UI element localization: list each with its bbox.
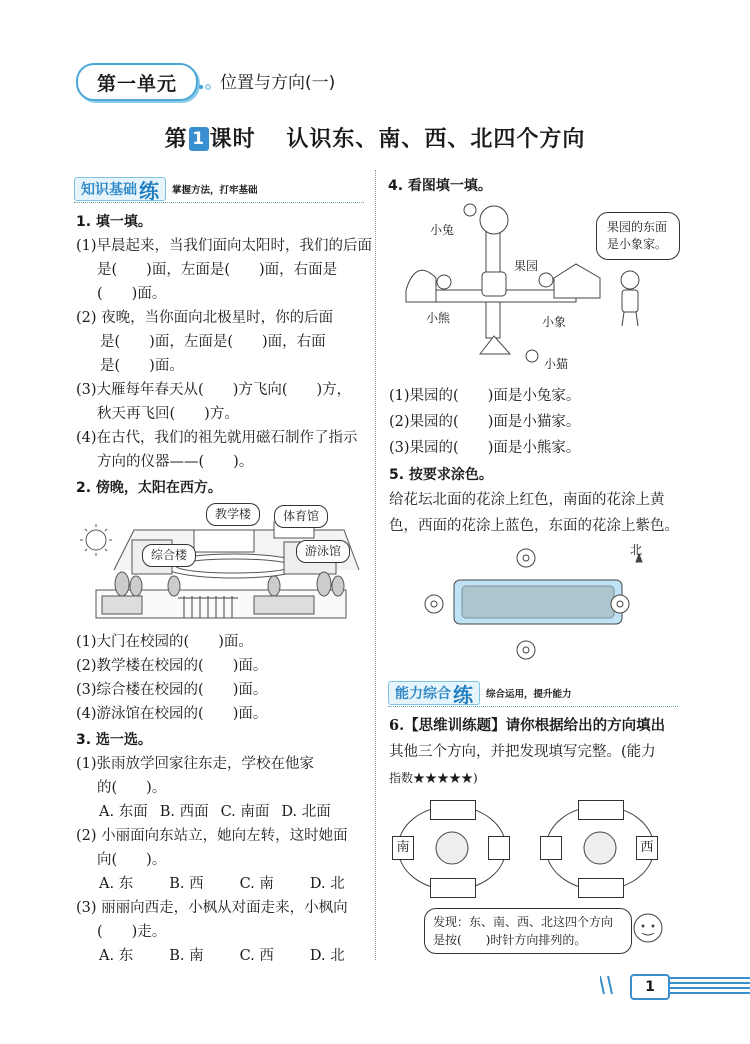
q1-line: 是( )面。 <box>100 358 184 374</box>
section-banner-ability: 能力综合 练 综合运用，提升能力 <box>388 682 572 704</box>
mouse-icon <box>436 832 468 864</box>
option: D. 北面 <box>281 804 331 820</box>
q2-answer-line: (1)大门在校园的( )面。 <box>76 634 253 650</box>
option: C. 西 <box>239 948 274 964</box>
label-natatorium: 游泳馆 <box>296 540 350 563</box>
orchard-tree-icon <box>482 272 506 296</box>
q6-line: 指数★★★★★) <box>389 771 478 785</box>
dots-divider <box>198 76 216 84</box>
lesson-title: 第 1 课时 认识东、南、西、北四个方向 <box>164 127 586 152</box>
option: A. 东面 <box>99 804 148 820</box>
column-divider <box>375 170 376 960</box>
q3-line: ( )走。 <box>97 924 167 940</box>
q1-line: (2) 夜晚，当你面向北极星时，你的后面 <box>76 310 334 326</box>
unit-badge <box>76 63 198 101</box>
option: B. 西面 <box>159 804 209 820</box>
q3-line: (3) 丽丽向西走，小枫从对面走来，小枫向 <box>76 900 348 916</box>
label-rabbit: 小兔 <box>430 223 455 237</box>
compass-loop-right <box>540 796 660 900</box>
speech-bubble: 果园的东面是小象家。 <box>596 212 680 260</box>
direction-box-left-given: 南 <box>392 836 414 860</box>
girl-icon <box>584 832 616 864</box>
direction-box-right[interactable] <box>488 836 510 860</box>
direction-box-right-given: 西 <box>636 836 658 860</box>
q1-line: 是( )面，左面是( )面，右面 <box>100 334 326 350</box>
label-complex-building: 综合楼 <box>142 544 196 567</box>
q1-line: (4)在古代，我们的祖先就用磁石制作了指示 <box>76 430 358 446</box>
flower-east-icon <box>611 595 629 613</box>
q3-options-1 <box>99 802 331 822</box>
boy-icon <box>621 271 639 289</box>
campus-illustration <box>74 500 366 624</box>
mushroom-house-icon <box>480 206 508 234</box>
q1-line: (3)大雁每年春天从( )方飞向( )方， <box>76 382 352 398</box>
direction-box-bottom[interactable] <box>430 878 476 898</box>
pumpkin-house-icon <box>406 270 436 302</box>
q6-line: 其他三个方向，并把发现填写完整。(能力 <box>389 744 656 760</box>
elephant-icon <box>539 273 553 287</box>
banner-underline <box>74 202 364 204</box>
option: A. 东 <box>99 876 134 892</box>
q1-line: 秋天再飞回( )方。 <box>97 406 239 422</box>
flowerbed-figure <box>410 540 670 670</box>
q1-line: (1)早晨起来，当我们面向太阳时，我们的后面 <box>76 238 373 254</box>
q3-line: (1)张雨放学回家往东走，学校在他家 <box>76 756 315 772</box>
q3-line: (2) 小丽面向东站立，她向左转，这时她面 <box>76 828 348 844</box>
page-number: 1 <box>630 974 670 1000</box>
option: B. 南 <box>169 948 204 964</box>
q2-answer-line: (3)综合楼在校园的( )面。 <box>76 682 268 698</box>
q2-title: 2. 傍晚，太阳在西方。 <box>76 480 222 496</box>
option: C. 南 <box>239 876 274 892</box>
direction-box-left[interactable] <box>540 836 562 860</box>
flower-south-icon <box>517 641 535 659</box>
label-cat: 小猫 <box>544 357 569 371</box>
unit-title: 第一单元 <box>96 72 177 95</box>
section-banner-basic: 知识基础 练 掌握方法，打牢基础 <box>74 178 258 200</box>
unit-subtitle: 位置与方向(一) <box>220 73 336 93</box>
q1-line: ( )面。 <box>97 286 167 302</box>
option: D. 北 <box>309 876 345 892</box>
q5-title: 5. 按要求涂色。 <box>389 467 493 483</box>
compass-loop-left <box>392 796 512 900</box>
option: C. 南面 <box>220 804 270 820</box>
animal-map <box>386 198 676 376</box>
q3-line: 的( )。 <box>97 780 167 796</box>
label-teaching-building: 教学楼 <box>206 503 260 526</box>
lesson-topic: 认识东、南、西、北四个方向 <box>286 127 586 152</box>
option: B. 西 <box>169 876 204 892</box>
q4-title: 4. 看图填一填。 <box>388 178 492 194</box>
q2-answer-line: (4)游泳馆在校园的( )面。 <box>76 706 268 722</box>
q2-answer-line: (2)教学楼在校园的( )面。 <box>76 658 268 674</box>
sun-icon <box>86 530 106 550</box>
q1-title: 1. 填一填。 <box>76 214 152 230</box>
mascot-icon <box>628 906 668 946</box>
option: D. 北 <box>309 948 345 964</box>
q6-line: 6.【思维训练题】请你根据给出的方向填出 <box>389 717 666 734</box>
footer-stripes <box>600 972 750 998</box>
bear-icon <box>437 275 451 289</box>
q4-answer-line: (2)果园的( )面是小猫家。 <box>389 414 581 430</box>
q4-answer-line: (1)果园的( )面是小兔家。 <box>389 388 581 404</box>
discovery-bubble: 发现：东、南、西、北这四个方向是按( )时针方向排列的。 <box>424 908 632 954</box>
flower-north-icon <box>517 549 535 567</box>
q5-line: 色，西面的花涂上蓝色，东面的花涂上紫色。 <box>389 518 679 534</box>
label-bear: 小熊 <box>426 311 451 325</box>
lesson-number: 1 <box>189 127 209 151</box>
q3-line: 向( )。 <box>97 852 167 868</box>
option: A. 东 <box>99 948 134 964</box>
banner-tag: 能力综合 练 <box>388 681 480 705</box>
q4-answer-line: (3)果园的( )面是小熊家。 <box>389 440 581 456</box>
q3-title: 3. 选一选。 <box>76 732 152 748</box>
label-orchard: 果园 <box>514 259 539 273</box>
flower-west-icon <box>425 595 443 613</box>
q1-line: 方向的仪器——( )。 <box>97 454 254 470</box>
cat-icon <box>526 350 538 362</box>
direction-box-bottom[interactable] <box>578 878 624 898</box>
q1-line: 是( )面，左面是( )面，右面是 <box>97 262 338 278</box>
q3-options-3 <box>99 946 345 966</box>
banner-underline <box>388 706 678 708</box>
q5-line: 给花坛北面的花涂上红色，南面的花涂上黄 <box>389 492 665 508</box>
cat-house-icon <box>480 336 510 354</box>
label-gym: 体育馆 <box>274 505 328 528</box>
q3-options-2 <box>99 874 345 894</box>
north-label: 北 <box>630 543 643 557</box>
direction-box-top[interactable] <box>578 800 624 820</box>
label-elephant: 小象 <box>542 315 567 329</box>
direction-box-top[interactable] <box>430 800 476 820</box>
rabbit-icon <box>464 204 476 216</box>
elephant-house-icon <box>554 264 600 298</box>
banner-tag: 知识基础 练 <box>74 177 166 201</box>
footer-stripes-drawing <box>600 972 750 998</box>
